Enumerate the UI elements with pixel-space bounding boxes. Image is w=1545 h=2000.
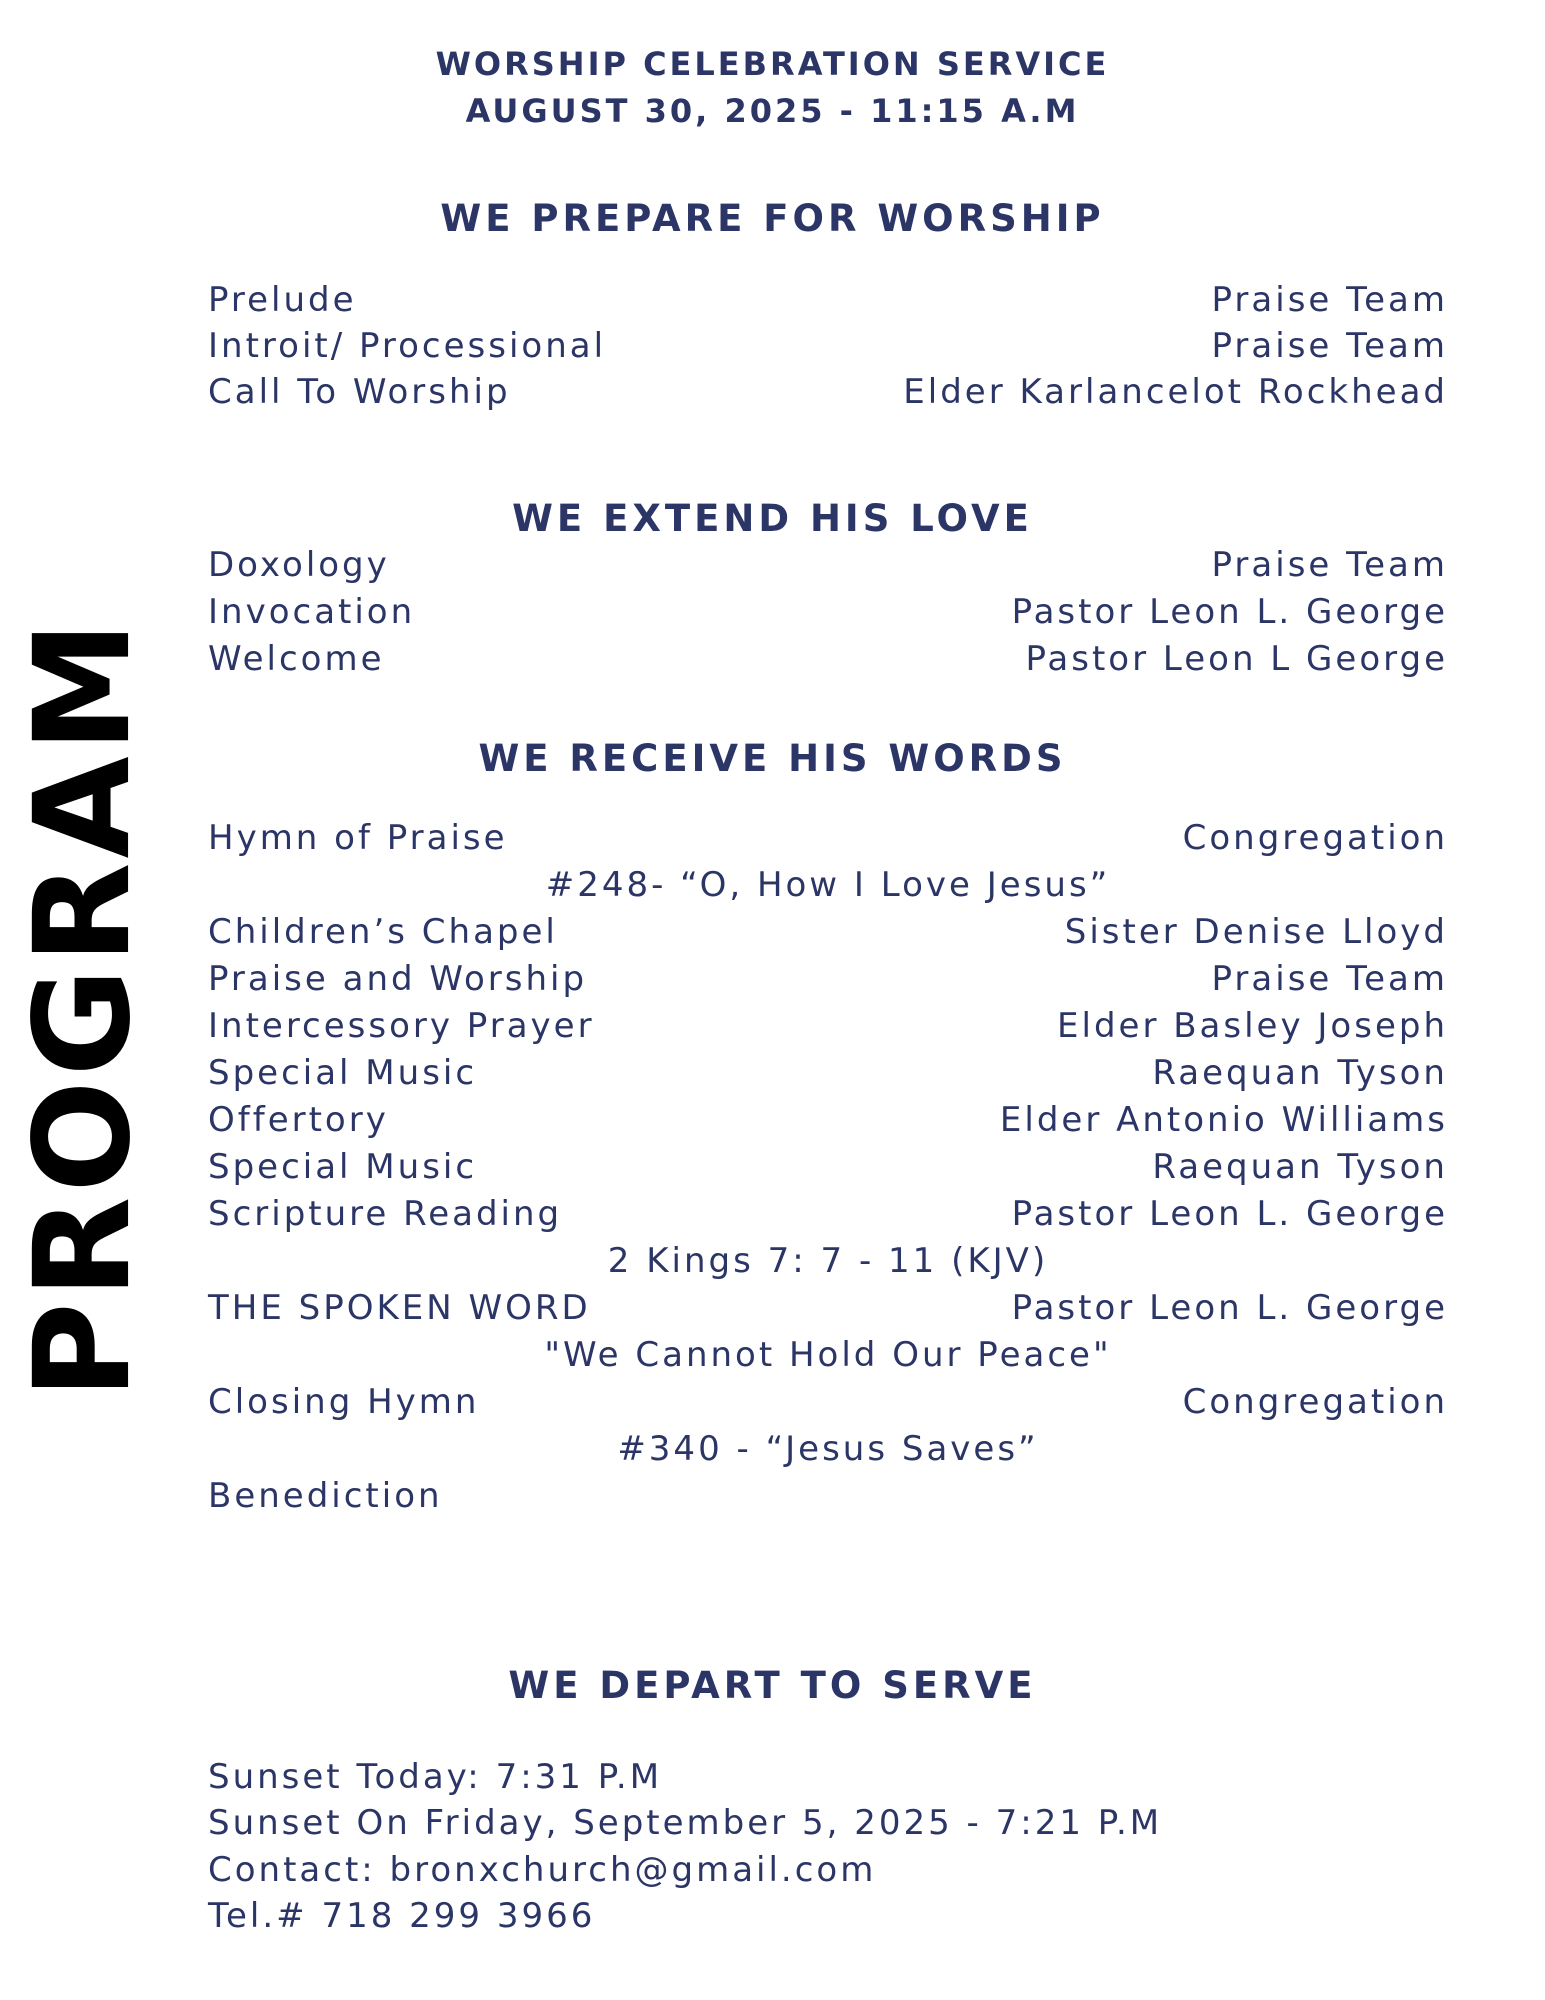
program-item: Scripture Reading <box>208 1194 563 1234</box>
section-heading-receive: WE RECEIVE HIS WORDS <box>478 737 1067 780</box>
program-row <box>208 912 1448 952</box>
section-heading-extend: WE EXTEND HIS LOVE <box>512 497 1033 540</box>
hymn-of-praise-note: #248- “O, How I Love Jesus” <box>545 865 1111 905</box>
program-leader: Congregation <box>1182 1382 1448 1422</box>
program-row <box>208 372 1448 412</box>
program-row <box>208 280 1448 320</box>
program-item: Praise and Worship <box>208 959 588 999</box>
program-item: Invocation <box>208 592 416 632</box>
program-row <box>208 959 1448 999</box>
contact-email: Contact: bronxchurch@gmail.com <box>208 1850 877 1890</box>
program-leader: Pastor Leon L. George <box>1011 1194 1448 1234</box>
program-item: Hymn of Praise <box>208 818 508 858</box>
side-title <box>6 588 161 1428</box>
program-row <box>208 1288 1448 1328</box>
program-item: Children’s Chapel <box>208 912 558 952</box>
program-leader: Raequan Tyson <box>1152 1147 1448 1187</box>
program-row <box>208 1053 1448 1093</box>
program-leader: Praise Team <box>1211 326 1448 366</box>
section-heading-depart: WE DEPART TO SERVE <box>508 1664 1037 1707</box>
program-row <box>208 1476 1448 1516</box>
closing-hymn-note: #340 - “Jesus Saves” <box>617 1429 1039 1469</box>
sermon-title-note: "We Cannot Hold Our Peace" <box>544 1335 1112 1375</box>
program-row <box>208 818 1448 858</box>
program-item: Call To Worship <box>208 372 511 412</box>
sunset-today: Sunset Today: 7:31 P.M <box>208 1757 663 1797</box>
program-leader: Praise Team <box>1211 959 1448 999</box>
program-leader: Praise Team <box>1211 545 1448 585</box>
program-item: Intercessory Prayer <box>208 1006 595 1046</box>
program-row <box>208 545 1448 585</box>
service-date: AUGUST 30, 2025 - 11:15 A.M <box>465 92 1080 130</box>
section-heading-prepare: WE PREPARE FOR WORSHIP <box>440 197 1105 240</box>
program-leader: Praise Team <box>1211 280 1448 320</box>
program-leader: Raequan Tyson <box>1152 1053 1448 1093</box>
program-row <box>208 1100 1448 1140</box>
program-item: Offertory <box>208 1100 389 1140</box>
program-leader: Elder Karlancelot Rockhead <box>903 372 1448 412</box>
program-row <box>208 1382 1448 1422</box>
program-row <box>208 592 1448 632</box>
program-leader: Pastor Leon L George <box>1025 639 1448 679</box>
scripture-note: 2 Kings 7: 7 - 11 (KJV) <box>607 1241 1049 1281</box>
program-leader: Congregation <box>1182 818 1448 858</box>
program-row <box>208 326 1448 366</box>
program-item: Benediction <box>208 1476 443 1516</box>
program-item: Doxology <box>208 545 390 585</box>
program-item: Introit/ Processional <box>208 326 607 366</box>
program-row <box>208 1194 1448 1234</box>
program-leader: Pastor Leon L. George <box>1011 592 1448 632</box>
contact-phone: Tel.# 718 299 3966 <box>208 1896 596 1936</box>
program-row <box>208 1006 1448 1046</box>
program-item: Special Music <box>208 1053 478 1093</box>
program-item: THE SPOKEN WORD <box>208 1288 591 1328</box>
program-item: Prelude <box>208 280 357 320</box>
program-item: Special Music <box>208 1147 478 1187</box>
program-row <box>208 1147 1448 1187</box>
service-title: WORSHIP CELEBRATION SERVICE <box>435 45 1110 83</box>
program-leader: Pastor Leon L. George <box>1011 1288 1448 1328</box>
program-leader: Elder Basley Joseph <box>1057 1006 1448 1046</box>
program-leader: Elder Antonio Williams <box>999 1100 1448 1140</box>
sunset-friday: Sunset On Friday, September 5, 2025 - 7:21 P.M <box>208 1803 1163 1843</box>
program-item: Welcome <box>208 639 385 679</box>
program-leader: Sister Denise Lloyd <box>1064 912 1448 952</box>
side-title-text: PROGRAM <box>6 616 161 1400</box>
program-row <box>208 639 1448 679</box>
program-item: Closing Hymn <box>208 1382 480 1422</box>
